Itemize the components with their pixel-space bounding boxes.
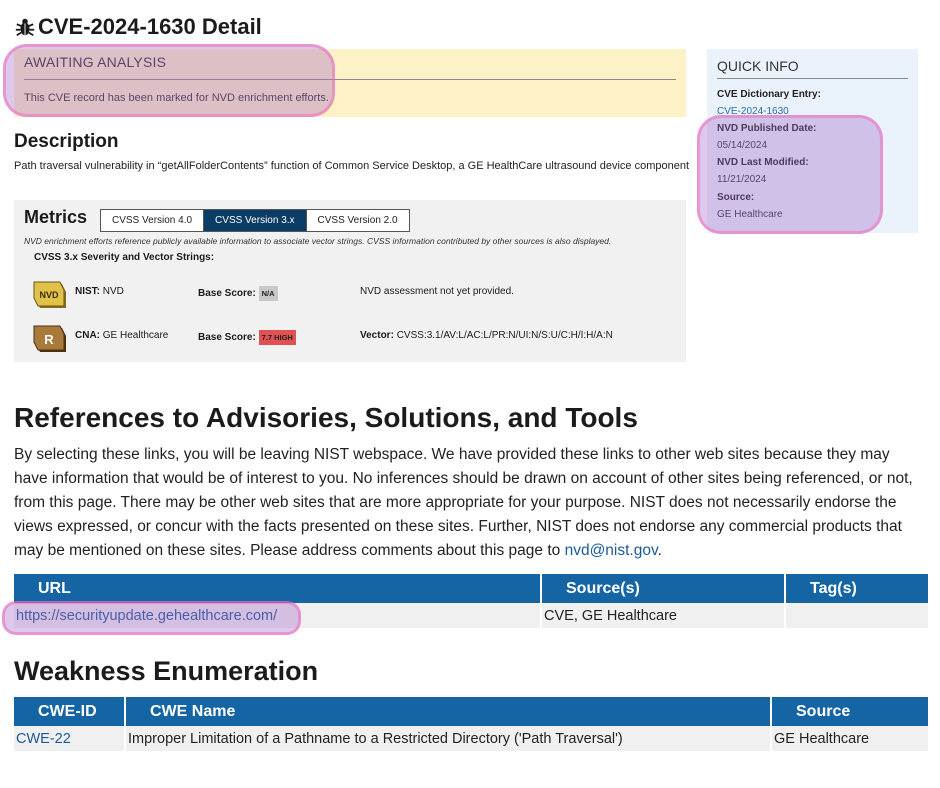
cna-vector-value: CVSS:3.1/AV:L/AC:L/PR:N/UI:N/S:U/C:H/I:H/A:N <box>396 330 613 341</box>
reference-tags <box>785 603 928 628</box>
quick-info-divider <box>717 78 908 79</box>
column-sources[interactable]: Source(s) <box>541 574 785 603</box>
reference-sources: CVE, GE Healthcare <box>541 603 785 628</box>
metrics-note: NVD enrichment efforts reference publicly available information to associate vector strings. CVSS information contributed by other sources is also displayed. <box>24 236 612 246</box>
page-title-text: CVE-2024-1630 Detail <box>38 14 262 39</box>
weakness-header-row <box>14 697 928 726</box>
references-disclaimer <box>14 443 926 563</box>
cna-vector <box>360 330 613 341</box>
awaiting-heading: AWAITING ANALYSIS <box>24 54 167 70</box>
nist-source <box>75 286 124 297</box>
source-value: GE Healthcare <box>717 209 783 220</box>
nvd-badge-icon <box>32 280 68 310</box>
nist-score-label: Base Score: <box>198 288 256 299</box>
tab-cvss-3x[interactable]: CVSS Version 3.x <box>204 210 306 231</box>
cna-score-label: Base Score: <box>198 332 256 343</box>
references-header-row <box>14 574 928 603</box>
cwe-name: Improper Limitation of a Pathname to a Restricted Directory ('Path Traversal') <box>125 726 771 751</box>
reference-url-link[interactable]: https://securityupdate.gehealthcare.com/ <box>16 607 278 624</box>
cna-base-score <box>198 330 296 345</box>
column-source[interactable]: Source <box>771 697 928 726</box>
nist-value: NVD <box>102 286 124 297</box>
column-url[interactable]: URL <box>14 574 541 603</box>
last-modified-label: NVD Last Modified: <box>717 157 809 168</box>
highlight-awaiting <box>3 44 335 117</box>
weakness-table <box>14 697 928 751</box>
table-row <box>14 726 928 751</box>
cna-vector-label: Vector: <box>360 330 394 341</box>
cwe-source: GE Healthcare <box>771 726 928 751</box>
description-title: Description <box>14 131 119 152</box>
cvss-version-tabs <box>100 209 410 232</box>
nvd-badge-text: NVD <box>39 290 59 300</box>
metrics-title: Metrics <box>24 207 88 227</box>
source-label: Source: <box>717 192 755 203</box>
quick-info-title: QUICK INFO <box>717 58 799 74</box>
disclaimer-text: By selecting these links, you will be leaving NIST webspace. We have provided these links to other web sites because they may have information that would be of interest to you. No inferences should be drawn on account of other sites being referenced, or not, from this page. There may be other web sites that are more appropriate for your purpose. NIST does not necessarily endorse the views expressed, or concur with the facts presented on these sites. Further, NIST does not endorse any commercial products that may be mentioned on these sites. Please address comments about this page to <box>14 446 913 559</box>
column-cwe-name[interactable]: CWE Name <box>125 697 771 726</box>
column-cwe-id[interactable]: CWE-ID <box>14 697 125 726</box>
metrics-panel <box>14 200 686 362</box>
description-text: Path traversal vulnerability in “getAllFolderContents” function of Common Service Desktop, a GE HealthCare ultrasound device component <box>14 160 689 172</box>
weakness-title: Weakness Enumeration <box>14 656 319 686</box>
nist-label: NIST: <box>75 286 100 297</box>
bug-icon <box>14 16 36 38</box>
cna-source <box>75 330 168 341</box>
tab-cvss-4[interactable]: CVSS Version 4.0 <box>101 210 204 231</box>
disclaimer-end: . <box>657 542 662 559</box>
highlight-reference-url <box>2 601 301 635</box>
nist-base-score <box>198 286 278 301</box>
cna-badge-icon <box>32 324 68 354</box>
cna-score-badge[interactable]: 7.7 HIGH <box>259 330 296 345</box>
cve-dictionary-link[interactable]: CVE-2024-1630 <box>717 106 789 117</box>
last-modified-value: 11/21/2024 <box>717 174 767 185</box>
nvd-email-link[interactable]: nvd@nist.gov <box>564 542 658 559</box>
nist-score-badge[interactable]: N/A <box>259 286 278 301</box>
cna-value: GE Healthcare <box>102 330 169 341</box>
published-date-label: NVD Published Date: <box>717 123 817 134</box>
awaiting-body: This CVE record has been marked for NVD enrichment efforts. <box>24 92 329 104</box>
metrics-subtitle: CVSS 3.x Severity and Vector Strings: <box>34 252 215 263</box>
published-date-value: 05/14/2024 <box>717 140 768 151</box>
tab-cvss-2[interactable]: CVSS Version 2.0 <box>307 210 409 231</box>
cve-dictionary-label: CVE Dictionary Entry: <box>717 89 821 100</box>
cwe-id-link[interactable]: CWE-22 <box>16 730 71 747</box>
cna-label: CNA: <box>75 330 100 341</box>
references-title: References to Advisories, Solutions, and Tools <box>14 402 638 433</box>
highlight-quick-info <box>697 115 883 234</box>
cna-badge-text: R <box>44 332 54 347</box>
column-tags[interactable]: Tag(s) <box>785 574 928 603</box>
page-title <box>14 14 262 40</box>
nist-assessment: NVD assessment not yet provided. <box>360 286 514 297</box>
